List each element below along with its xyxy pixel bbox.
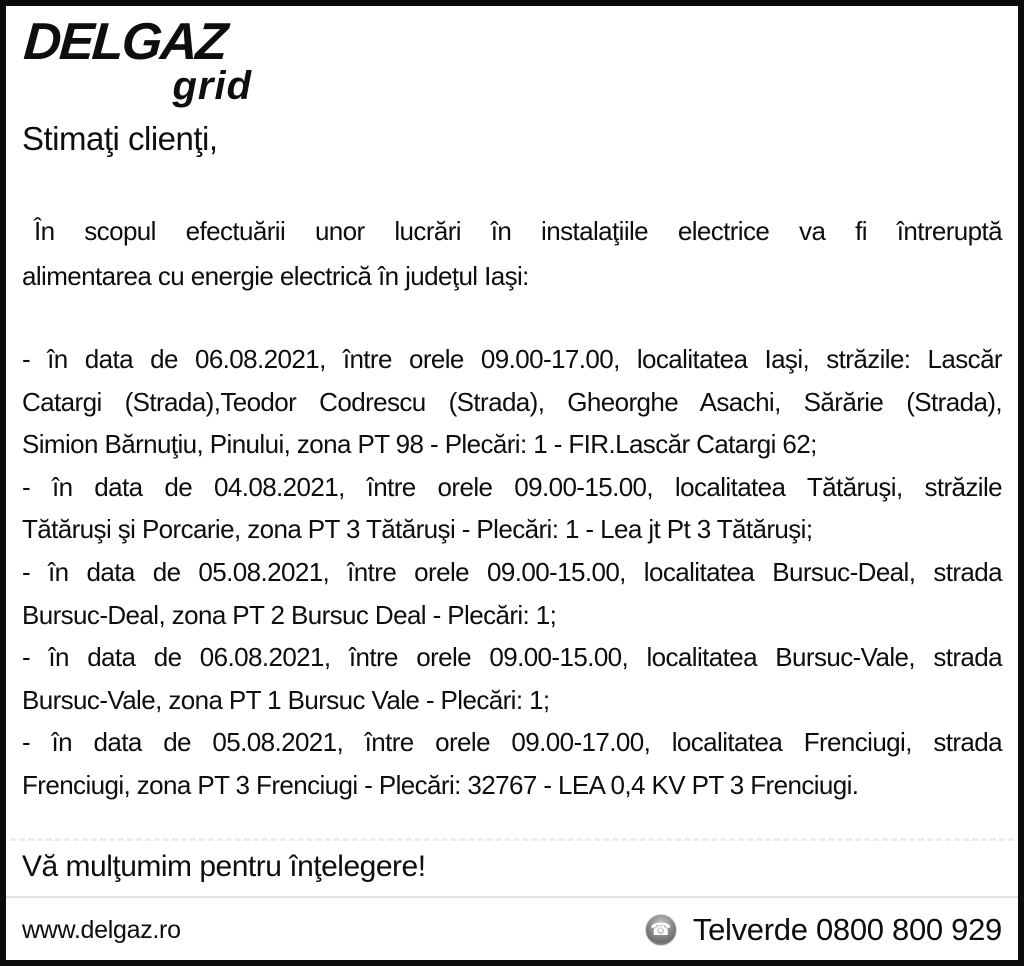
outage-line: Catargi (Strada),Teodor Codrescu (Strada), Gheorghe Asachi, Sărărie (Strada), xyxy=(22,386,1002,417)
delgaz-grid-logo xyxy=(22,14,258,106)
outage-list xyxy=(22,338,1002,807)
intro-line: alimentarea cu energie electrică în judeţul Iaşi: xyxy=(22,261,529,291)
outage-line: - în data de 05.08.2021, între orele 09.00-17.00, localitatea Frenciugi, strada xyxy=(22,727,1002,758)
outage-item xyxy=(22,466,1002,551)
outage-item xyxy=(22,721,1002,806)
outage-line: Frenciugi, zona PT 3 Frenciugi - Plecări: 32767 - LEA 0,4 KV PT 3 Frenciugi. xyxy=(22,769,859,800)
logo-brand-text: DELGAZ xyxy=(21,13,228,71)
outage-line: - în data de 06.08.2021, între orele 09.00-17.00, localitatea Iaşi, străzile: Lascăr xyxy=(22,344,1002,374)
intro-paragraph xyxy=(22,209,1002,299)
outage-line: Tătăruşi şi Porcarie, zona PT 3 Tătăruşi - Plecări: 1 - Lea jt Pt 3 Tătăruşi; xyxy=(22,514,813,545)
greeting-text: Stimaţi clienţi, xyxy=(22,120,218,157)
hotline-group xyxy=(645,912,1002,948)
outage-line: Bursuc-Vale, zona PT 1 Bursuc Vale - Plecări: 1; xyxy=(22,684,550,715)
telephone-icon: ☎ xyxy=(645,914,677,946)
outage-line: - în data de 06.08.2021, între orele 09.00-15.00, localitatea Bursuc-Vale, strada xyxy=(22,642,1002,673)
outage-item xyxy=(22,338,1002,466)
closing-text: Vă mulţumim pentru înţelegere! xyxy=(22,850,426,883)
footer-divider xyxy=(6,896,1018,898)
outage-line: - în data de 04.08.2021, între orele 09.00-15.00, localitatea Tătăruşi, străzile xyxy=(22,471,1002,502)
outage-line: Simion Bărnuţiu, Pinului, zona PT 98 - Plecări: 1 - FIR.Lascăr Catargi 62; xyxy=(22,429,817,460)
footer xyxy=(22,904,1002,956)
dashed-divider xyxy=(10,838,1014,841)
notice-sheet xyxy=(6,6,1018,960)
logo-product-text: grid xyxy=(172,64,252,108)
website-text: www.delgaz.ro xyxy=(22,915,181,944)
intro-line: În scopul efectuării unor lucrări în instalaţiile electrice va fi întreruptă xyxy=(34,216,1002,246)
hotline-text: Telverde 0800 800 929 xyxy=(692,912,1002,947)
outage-item xyxy=(22,636,1002,721)
outage-line: - în data de 05.08.2021, între orele 09.00-15.00, localitatea Bursuc-Deal, strada xyxy=(22,556,1002,587)
outage-item xyxy=(22,551,1002,636)
outage-line: Bursuc-Deal, zona PT 2 Bursuc Deal - Plecări: 1; xyxy=(22,599,557,630)
